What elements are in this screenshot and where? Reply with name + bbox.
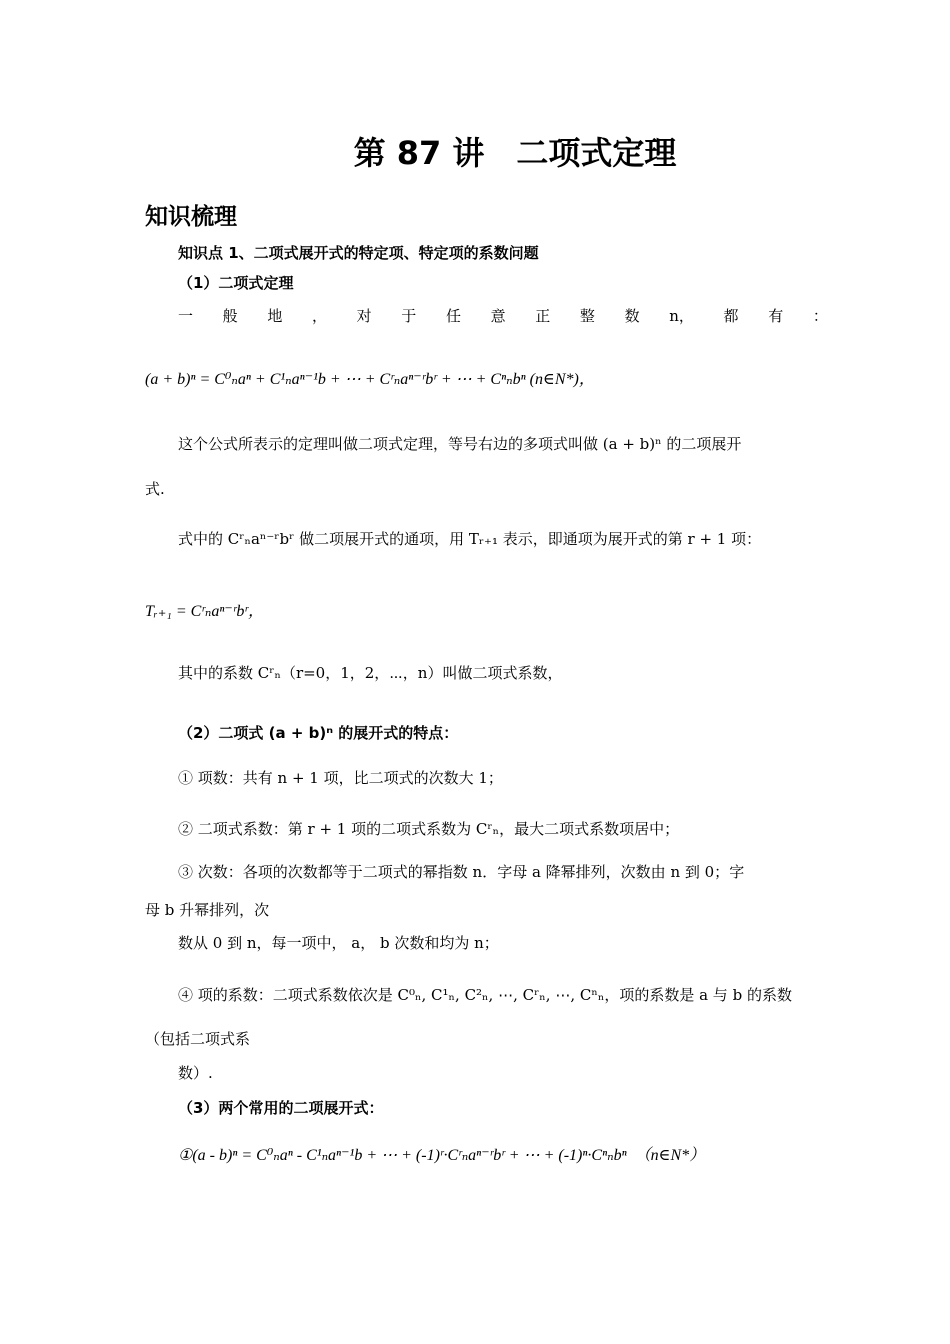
feature-item-count: ① 项数：共有 n + 1 项，比二项式的次数大 1； [178, 769, 503, 787]
feature-item-coefficient: ② 二项式系数：第 r + 1 项的二项式系数为 Cʳₙ，最大二项式系数项居中； [178, 820, 680, 838]
general-char: 意 [490, 307, 506, 325]
sub3-heading: （3）两个常用的二项展开式： [178, 1099, 384, 1117]
point1-heading: 知识点 1、二项式展开式的特定项、特定项的系数问题 [178, 244, 539, 262]
general-statement [178, 305, 828, 326]
general-char: 整 [579, 307, 595, 325]
general-char: 数 [624, 307, 640, 325]
sub2-heading: （2）二项式 (a + b)ⁿ 的展开式的特点： [178, 724, 459, 742]
general-char: ， [311, 307, 327, 325]
general-char: 地 [267, 307, 283, 325]
general-char: n， [669, 307, 694, 325]
feature-item-degree-line2: 母 b 升幂排列，次 [145, 901, 270, 919]
alternating-binomial-formula: ①(a - b)ⁿ = C⁰ₙaⁿ - C¹ₙaⁿ⁻¹b + ⋯ + (-1)ʳ·Cʳₙaⁿ⁻ʳbʳ + ⋯ + (-1)ⁿ·Cⁿₙbⁿ （n∈N*） [178, 1147, 706, 1164]
feature-item-term-coef-line1: ④ 项的系数：二项式系数依次是 C⁰ₙ, C¹ₙ, C²ₙ, ⋯, Cʳₙ, ⋯, Cⁿₙ，项的系数是 a 与 b 的系数 [178, 986, 792, 1004]
paragraph-theorem-line2: 式. [145, 480, 165, 498]
general-char: ： [812, 307, 828, 325]
feature-item-term-coef-line2: （包括二项式系 [145, 1030, 251, 1048]
general-char: 有 [768, 307, 784, 325]
sub1-heading: （1）二项式定理 [178, 274, 294, 292]
feature-item-term-coef-line3: 数）. [178, 1064, 213, 1082]
section-heading: 知识梳理 [145, 204, 237, 230]
general-char: 任 [445, 307, 461, 325]
general-char: 般 [222, 307, 238, 325]
paragraph-theorem-line1: 这个公式所表示的定理叫做二项式定理，等号右边的多项式叫做 (a + b)ⁿ 的二项展开 [178, 435, 742, 453]
general-char: 都 [723, 307, 739, 325]
general-char: 一 [178, 307, 194, 325]
feature-item-degree-line1: ③ 次数：各项的次数都等于二项式的幂指数 n．字母 a 降幂排列，次数由 n 到 0；字 [178, 863, 745, 881]
general-term-formula: Tᵣ₊₁ = Cʳₙaⁿ⁻ʳbʳ， [145, 603, 264, 620]
paragraph-coefficient: 其中的系数 Cʳₙ（r=0，1，2，⋯，n）叫做二项式系数， [178, 664, 563, 682]
general-char: 对 [356, 307, 372, 325]
general-char: 于 [401, 307, 417, 325]
page-title: 第 87 讲 二项式定理 [353, 134, 677, 172]
feature-item-degree-line3: 数从 0 到 n，每一项中， a， b 次数和均为 n； [178, 934, 499, 952]
binomial-formula: (a + b)ⁿ = C⁰ₙaⁿ + C¹ₙaⁿ⁻¹b + ⋯ + Cʳₙaⁿ⁻ʳbʳ + ⋯ + Cⁿₙbⁿ (n∈N*)， [145, 371, 595, 388]
paragraph-general-term: 式中的 Cʳₙaⁿ⁻ʳbʳ 做二项展开式的通项，用 Tᵣ₊₁ 表示，即通项为展开式的第 r + 1 项： [178, 530, 762, 548]
general-char: 正 [535, 307, 551, 325]
